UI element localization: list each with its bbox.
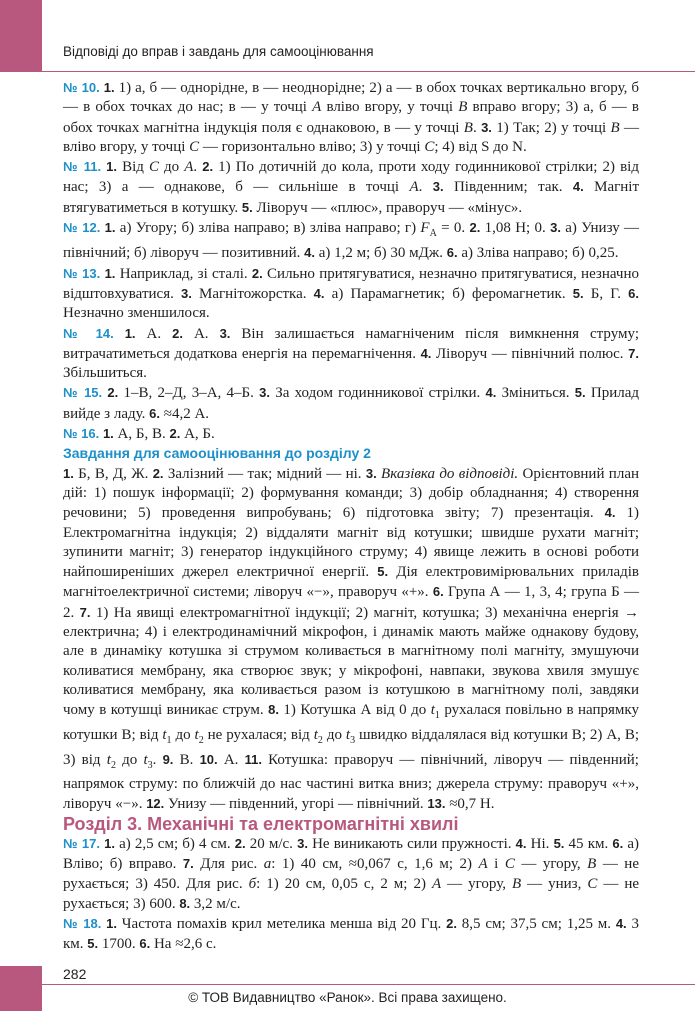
answer-18: № 18. 1. Частота помахів крил метелика менша від 20 Гц. 2. 8,5 см; 37,5 см; 1,25 м. 4. 3 км. 5. 1700. 6. На ≈2,6 с. (63, 916, 639, 953)
self-assessment-answers: 1. Б, В, Д, Ж. 2. Залізний — так; мідний — ні. 3. Вказівка до відповіді. Орієнтовний план дій: 1) пошук інформації; 2) формування команди; 3) добір обладнання; 4) створення речовини; 5) проведення випробувань; 6) підготовка звіту; 7) презентація. 4. 1) Електромагнітна індукція; 2) віддаляти магніт від котушки; швидше рухати магніт; зупинити магніт; 3) генератор індукційного струму; 4) явище лежить в основі роботи найпоширеніших джерел електричної енергії. 5. Дія електровимірювальних приладів магнітоелектричної системи; ліворуч «−», праворуч «+». 6. Група А — 1, 3, 4; група Б — 2. 7. 1) На явищі електромагнітної індукції; 2) магніт, котушка; 3) механічна енергія → електрична; 4) і електродинамічний мікрофон, і динамік мають майже однакову будову, але в динаміку котушка зі струмом коливається в магнітному полі магніту, змушуючи коливатися мембрану, яка створює звук; у мікрофоні, навпаки, звукова хвиля змушує коливатися мембрану, яка коливається разом із котушкою в магнітному полі, завдяки чому в котушці виникає струм. 8. 1) Котушка А від 0 до $t_1$ рухалася повільно в напрямку котушки В; від $t_1$ до $t_2$ не рухалася; від $t_2$ до $t_3$ швидко віддалялася від котушки В; 2) А, В; 3) від $t_2$ до $t_3$. 9. В. 10. А. 11. Котушка: праворуч — північний, ліворуч — південний; напрямок струму: по ближчій до нас частині витка вниз; джерела струму: праворуч «+», ліворуч «−». 12. Унизу — південний, угорі — північний. 13. ≈0,7 Н. (63, 465, 640, 813)
decorative-top-tab (0, 0, 42, 72)
answer-16: № 16. 1. А, Б, В. 2. А, Б. (63, 426, 215, 443)
copyright-notice: © ТОВ Видавництво «Ранок». Всі права захищено. (188, 990, 507, 1005)
footer-rule (42, 984, 695, 985)
answer-10: № 10. 1. 1) а, б — однорідне, в — неоднорідне; 2) а — в обох точках вертикально вгору, б — в обох точках до нас; в — у точці А вліво вгору, у точці В вправо вгору; 3) а, б — в обох точках магнітна індукція поля є однаковою, в — у точці В. 3. 1) Так; 2) у точці В — вліво вгору, у точці С — горизонтально вліво; 3) у точці С; 4) від S до N. (63, 80, 640, 155)
answer-12: № 12. 1. а) Угору; б) зліва направо; в) зліва направо; г) $F_A = 0$. 2. 1,08 Н; 0. 3. а) Унизу — північний; б) ліворуч — позитивний. 4. а) 1,2 м; б) 30 мДж. 6. а) Зліва направо; б) 0,25. (63, 220, 640, 262)
chapter-heading: Розділ 3. Механічні та електромагнітні хвилі (63, 813, 459, 834)
answer-15: № 15. 2. 1–В, 2–Д, 3–А, 4–Б. 3. За ходом годинникової стрілки. 4. Зміниться. 5. Прилад вийде з ладу. 6. ≈4,2 А. (63, 385, 640, 422)
answer-14: № 14. 1. А. 2. А. 3. Він залишається намагніченим після вимкнення струму; витрачатиметься додаткова енергія на перемагнічення. 4. Ліворуч — північний полюс. 7. Збільшиться. (63, 325, 639, 382)
page-number: 282 (63, 966, 87, 982)
answer-13: № 13. 1. Наприклад, зі сталі. 2. Сильно притягуватися, незначно притягуватися, незначно відштовхуватися. 3. Магнітожорстка. 4. а) Парамагнетик; б) феромагнетик. 5. Б, Г. 6. Незначно зменшилося. (63, 265, 639, 322)
running-header: Відповіді до вправ і завдань для самооцінювання (63, 44, 374, 59)
self-assessment-heading: Завдання для самооцінювання до розділу 2 (63, 445, 371, 462)
header-rule (42, 71, 695, 72)
answers-content (63, 78, 639, 955)
answer-11: № 11. 1. Від С до А. 2. 1) По дотичній до кола, проти ходу годинникової стрілки; 2) від нас; 3) а — однакове, б — сильніше в точці А. 3. Південним; так. 4. Магніт втягуватиметься в котушку. 5. Ліворуч — «плюс», праворуч — «мінус». (63, 159, 639, 216)
answer-17: № 17. 1. а) 2,5 см; б) 4 см. 2. 20 м/с. 3. Не виникають сили пружності. 4. Ні. 5. 45 км. 6. а) Вліво; б) вправо. 7. Для рис. а: 1) 40 см, ≈0,067 с, 1,6 м; 2) А і С — угору, В — не рухається; 3) 450. Для рис. б: 1) 20 см, 0,05 с, 2 м; 2) А — угору, В — униз, С — не рухається; 3) 600. 8. 3,2 м/с. (63, 835, 640, 912)
